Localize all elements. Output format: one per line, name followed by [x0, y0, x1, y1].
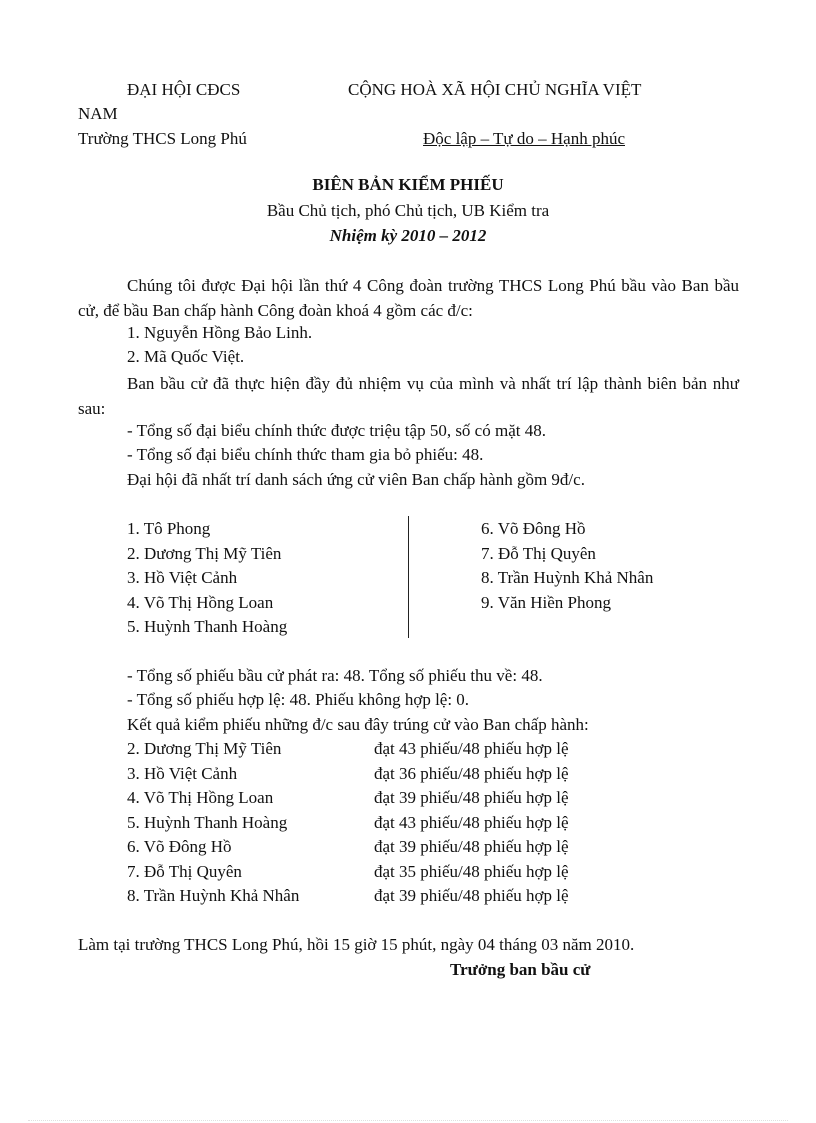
- result-name: 5. Huỳnh Thanh Hoàng: [127, 813, 288, 832]
- result-name: 3. Hồ Việt Cảnh: [127, 764, 238, 783]
- place-and-time: Làm tại trường THCS Long Phú, hồi 15 giờ 15 phút, ngày 04 tháng 03 năm 2010.: [78, 935, 635, 954]
- ballots-issued: - Tổng số phiếu bầu cử phát ra: 48. Tổng số phiếu thu về: 48.: [127, 666, 543, 685]
- committee-member: 1. Nguyễn Hồng Bảo Linh.: [127, 323, 313, 342]
- ballots-valid: - Tổng số phiếu hợp lệ: 48. Phiếu không hợp lệ: 0.: [127, 690, 470, 709]
- result-votes: đạt 43 phiếu/48 phiếu hợp lệ: [374, 813, 569, 832]
- committee-member: 2. Mã Quốc Việt.: [127, 347, 245, 366]
- intro-paragraph: [78, 274, 739, 323]
- candidate-item: 3. Hồ Việt Cảnh: [127, 568, 238, 587]
- nation-title-wrap: NAM: [78, 104, 118, 123]
- result-name: 6. Võ Đông Hồ: [127, 837, 232, 856]
- candidate-item: 4. Võ Thị Hồng Loan: [127, 593, 274, 612]
- delegates-total: - Tổng số đại biểu chính thức được triệu tập 50, số có mặt 48.: [127, 421, 546, 440]
- page-bottom-rule: [28, 1120, 788, 1121]
- candidate-list-intro: Đại hội đã nhất trí danh sách ứng cử viên Ban chấp hành gồm 9đ/c.: [127, 470, 585, 489]
- signer-title: Trưởng ban bầu cử: [450, 960, 591, 979]
- candidate-item: 8. Trần Huỳnh Khả Nhân: [481, 568, 654, 587]
- document-subtitle: Bầu Chủ tịch, phó Chủ tịch, UB Kiểm tra: [266, 201, 550, 220]
- national-motto: Độc lập – Tự do – Hạnh phúc: [423, 129, 625, 148]
- candidate-item: 7. Đỗ Thị Quyên: [481, 544, 596, 563]
- result-name: 4. Võ Thị Hồng Loan: [127, 788, 274, 807]
- result-votes: đạt 35 phiếu/48 phiếu hợp lệ: [374, 862, 569, 881]
- procedure-paragraph-text: Ban bầu cử đã thực hiện đầy đủ nhiệm vụ của mình và nhất trí lập thành biên bản như sau:: [78, 374, 739, 418]
- nation-title: CỘNG HOÀ XÃ HỘI CHỦ NGHĨA VIỆT: [348, 80, 642, 99]
- result-name: 2. Dương Thị Mỹ Tiên: [127, 739, 282, 758]
- candidate-item: 6. Võ Đông Hồ: [481, 519, 586, 538]
- candidate-item: 5. Huỳnh Thanh Hoàng: [127, 617, 288, 636]
- document-title: BIÊN BẢN KIỂM PHIẾU: [312, 175, 504, 194]
- results-intro: Kết quả kiểm phiếu những đ/c sau đây trúng cử vào Ban chấp hành:: [127, 715, 589, 734]
- result-votes: đạt 39 phiếu/48 phiếu hợp lệ: [374, 837, 569, 856]
- candidate-item: 9. Văn Hiền Phong: [481, 593, 612, 612]
- result-votes: đạt 43 phiếu/48 phiếu hợp lệ: [374, 739, 569, 758]
- result-votes: đạt 39 phiếu/48 phiếu hợp lệ: [374, 788, 569, 807]
- delegates-voting: - Tổng số đại biểu chính thức tham gia bỏ phiếu: 48.: [127, 445, 484, 464]
- result-votes: đạt 36 phiếu/48 phiếu hợp lệ: [374, 764, 569, 783]
- result-name: 7. Đỗ Thị Quyên: [127, 862, 242, 881]
- column-divider: [408, 516, 409, 638]
- result-votes: đạt 39 phiếu/48 phiếu hợp lệ: [374, 886, 569, 905]
- candidate-item: 1. Tô Phong: [127, 519, 211, 538]
- org-name: ĐẠI HỘI CĐCS: [127, 80, 241, 99]
- intro-paragraph-text: Chúng tôi được Đại hội lần thứ 4 Công đoàn trường THCS Long Phú bầu vào Ban bầu cử, để bầu Ban chấp hành Công đoàn khoá 4 gồm các đ/c:: [78, 276, 739, 320]
- result-name: 8. Trần Huỳnh Khả Nhân: [127, 886, 300, 905]
- school-name: Trường THCS Long Phú: [78, 129, 247, 148]
- candidate-item: 2. Dương Thị Mỹ Tiên: [127, 544, 282, 563]
- procedure-paragraph: [78, 372, 739, 421]
- document-term: Nhiệm kỳ 2010 – 2012: [329, 226, 487, 245]
